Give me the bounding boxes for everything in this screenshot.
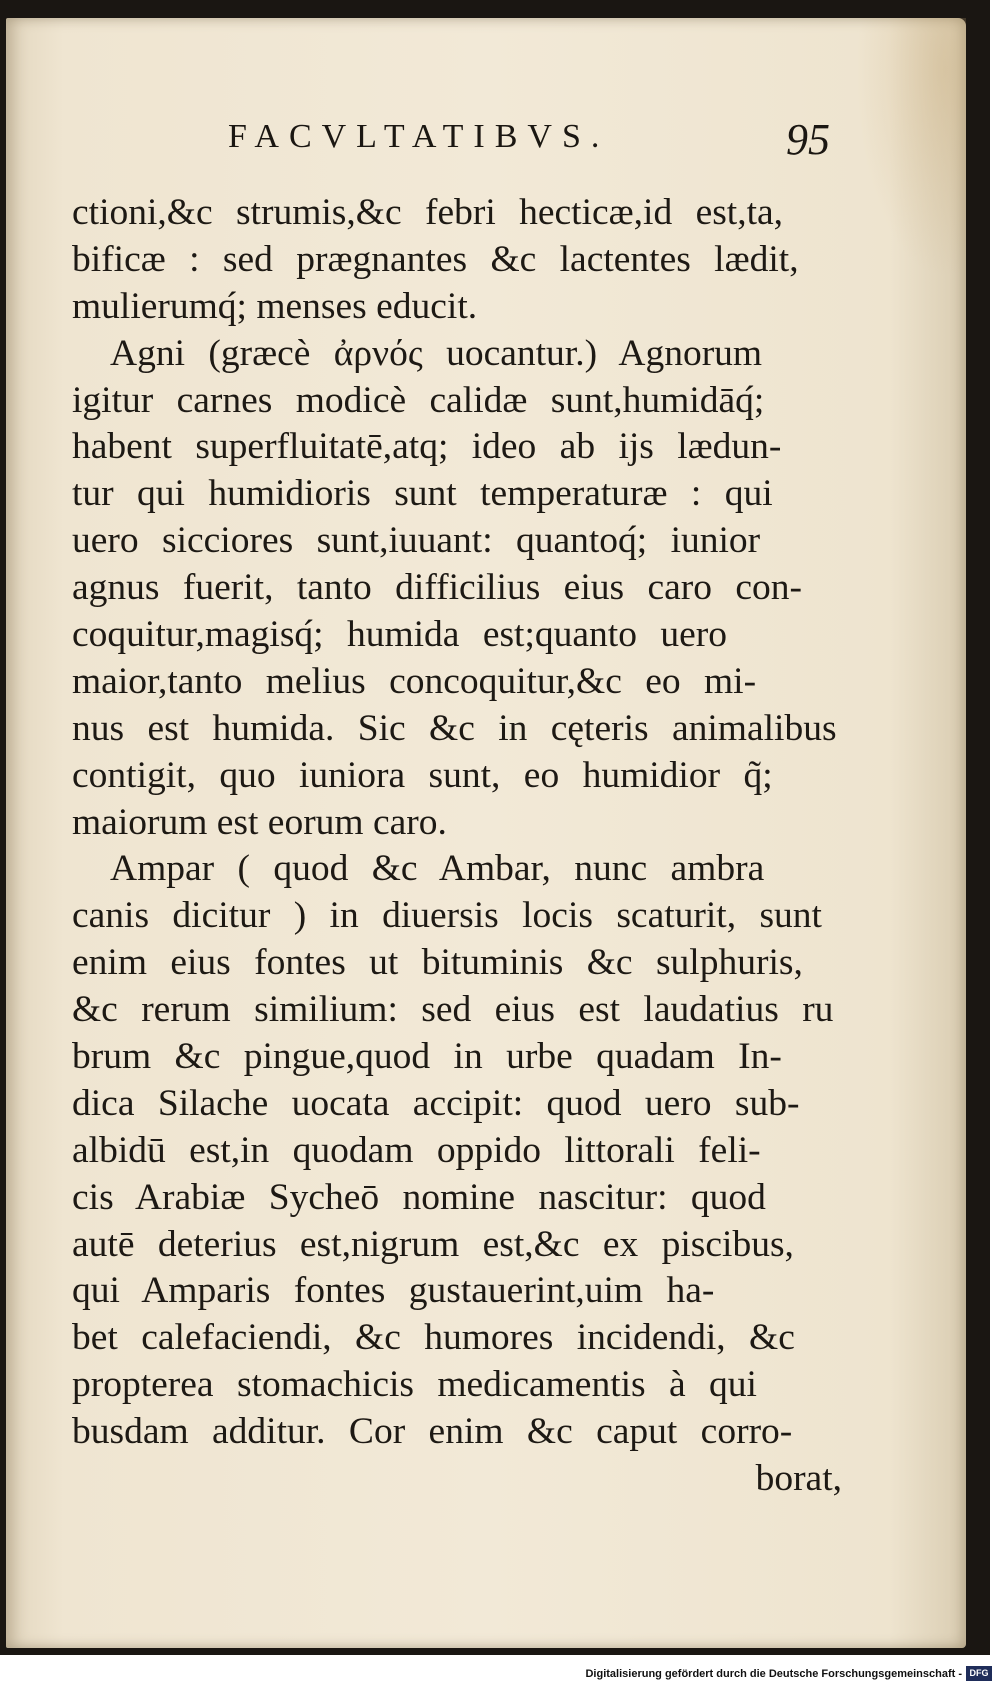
text-line: canis dicitur ) in diuersis locis scaturit, sunt	[72, 895, 822, 937]
text-block	[72, 190, 842, 1503]
digitization-footer	[0, 1662, 1000, 1691]
text-line: coquitur,magisq́; humida est;quanto uero	[72, 614, 727, 656]
text-line: nus est humida. Sic &c in cęteris animalibus	[72, 707, 837, 749]
text-line: Ampar ( quod &c Ambar, nunc ambra	[110, 848, 765, 890]
funding-credit: Digitalisierung gefördert durch die Deutsche Forschungsgemeinschaft -	[585, 1668, 962, 1680]
running-head-title: FACVLTATIBVS.	[228, 118, 610, 155]
text-line: bet calefaciendi, &c humores incidendi, &c	[72, 1317, 795, 1359]
text-line: tur qui humidioris sunt temperaturæ : qui	[72, 473, 773, 515]
text-line: dica Silache uocata accipit: quod uero sub-	[72, 1082, 800, 1124]
text-line: maior,tanto melius concoquitur,&c eo mi-	[72, 660, 757, 702]
text-line: borat,	[755, 1458, 842, 1500]
text-line: brum &c pingue,quod in urbe quadam In-	[72, 1036, 782, 1078]
text-line: cis Arabiæ Sycheō nomine nascitur: quod	[72, 1176, 766, 1218]
text-line: agnus fuerit, tanto difficilius eius caro con-	[72, 567, 802, 609]
text-line: &c rerum similium: sed eius est laudatius ru	[72, 989, 834, 1031]
text-line: propterea stomachicis medicamentis à qui	[72, 1364, 757, 1406]
text-line: bificæ : sed prægnantes &c lactentes lædit,	[72, 238, 799, 280]
text-line: Agni (græcè ἀρνός uocantur.) Agnorum	[110, 332, 763, 374]
text-line: mulierumq́; menses educit.	[72, 285, 478, 327]
book-page	[6, 18, 966, 1648]
dfg-logo-icon: DFG	[966, 1666, 992, 1681]
running-head	[6, 115, 966, 168]
text-line: igitur carnes modicè calidæ sunt,humidāq́;	[72, 379, 765, 421]
text-line: habent superfluitatē,atq; ideo ab ijs lædun-	[72, 426, 782, 468]
text-line: contigit, quo iuniora sunt, eo humidior q̃;	[72, 754, 773, 796]
text-line: autē deterius est,nigrum est,&c ex piscibus,	[72, 1223, 794, 1265]
text-line: qui Amparis fontes gustauerint,uim ha-	[72, 1270, 715, 1312]
text-line: ctioni,&c strumis,&c febri hecticæ,id est,ta,	[72, 192, 784, 233]
text-line: maiorum est eorum caro.	[72, 801, 447, 843]
text-line: enim eius fontes ut bituminis &c sulphuris,	[72, 942, 803, 984]
page-number: 95	[786, 115, 830, 164]
text-line: busdam additur. Cor enim &c caput corro-	[72, 1411, 793, 1453]
text-line: albidū est,in quodam oppido littorali feli-	[72, 1129, 761, 1171]
text-line: uero sicciores sunt,iuuant: quantoq́; iunior	[72, 520, 761, 562]
